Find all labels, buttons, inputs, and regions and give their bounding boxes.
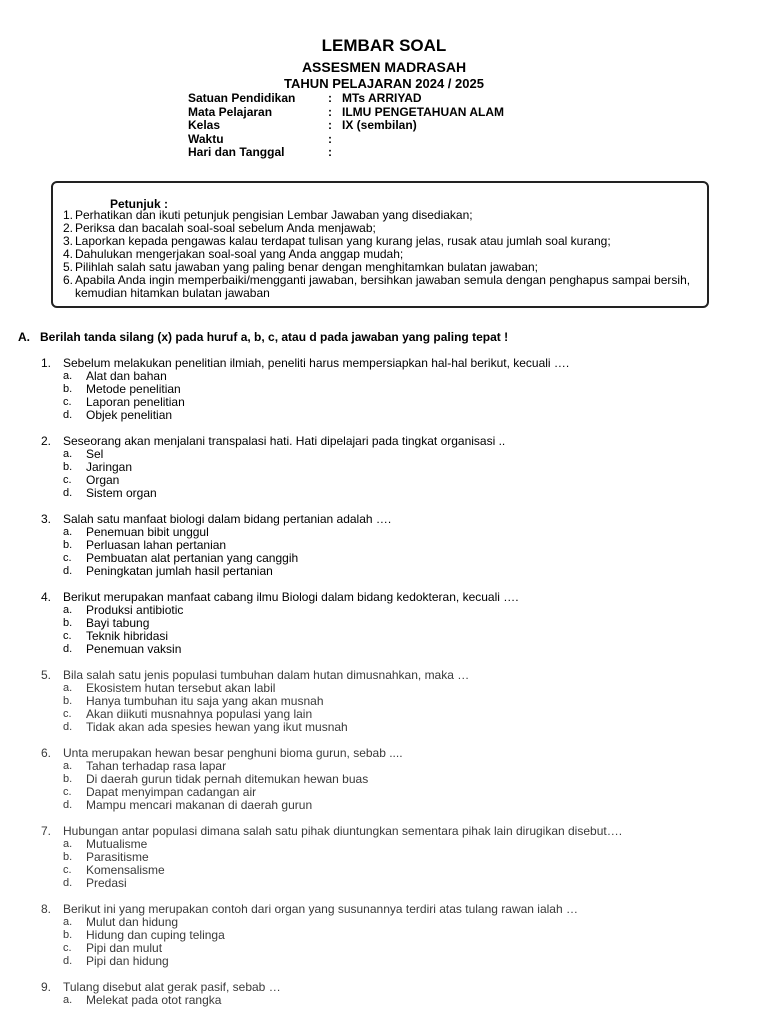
question-number: 3. <box>41 512 52 526</box>
answer-option[interactable] <box>41 487 741 500</box>
answer-option[interactable] <box>41 799 741 812</box>
option-text: Pipi dan mulut <box>86 941 163 955</box>
option-letter: b. <box>63 617 73 629</box>
question-number: 6. <box>41 746 52 760</box>
instruction-number: 3. <box>63 234 74 248</box>
section-letter: A. <box>18 330 30 344</box>
option-text: Tidak akan ada spesies hewan yang ikut musnah <box>86 720 348 734</box>
answer-option[interactable] <box>41 643 741 656</box>
option-text: Penemuan bibit unggul <box>86 525 209 539</box>
option-text: Hidung dan cuping telinga <box>86 928 225 942</box>
question-item <box>41 825 741 890</box>
option-letter: d. <box>63 721 73 733</box>
option-text: Perluasan lahan pertanian <box>86 538 227 552</box>
option-letter: d. <box>63 799 73 811</box>
question-stem <box>41 435 741 448</box>
question-number: 2. <box>41 434 52 448</box>
question-item <box>41 357 741 422</box>
question-number: 5. <box>41 668 52 682</box>
option-letter: c. <box>63 630 72 642</box>
instruction-number: 4. <box>63 247 74 261</box>
question-text: Tulang disebut alat gerak pasif, sebab … <box>63 980 281 994</box>
question-item <box>41 903 741 968</box>
answer-option[interactable] <box>41 409 741 422</box>
option-text: Parasitisme <box>86 850 149 864</box>
section-a-heading <box>18 330 508 344</box>
question-item <box>41 435 741 500</box>
option-letter: c. <box>63 942 72 954</box>
option-letter: b. <box>63 461 73 473</box>
info-label: Mata Pelajaran <box>188 104 273 119</box>
option-letter: c. <box>63 786 72 798</box>
info-label: Hari dan Tanggal <box>188 145 285 160</box>
option-text: Pipi dan hidung <box>86 954 169 968</box>
answer-option[interactable] <box>41 721 741 734</box>
option-letter: d. <box>63 643 73 655</box>
instruction-text: Laporkan kepada pengawas kalau terdapat tulisan yang kurang jelas, rusak atau jumlah soal kurang; <box>75 234 611 248</box>
question-text: Bila salah satu jenis populasi tumbuhan dalam hutan dimusnahkan, maka … <box>63 668 470 682</box>
instruction-text: Apabila Anda ingin memperbaiki/mengganti jawaban, bersihkan jawaban semula dengan penghapus sampai bersih, kemudian hitamkan bulatan jawaban <box>75 273 691 300</box>
question-number: 9. <box>41 980 52 994</box>
info-table <box>188 92 504 160</box>
instruction-text: Dahulukan mengerjakan soal-soal yang Anda anggap mudah; <box>75 247 404 261</box>
instruction-number: 2. <box>63 221 74 235</box>
option-text: Objek penelitian <box>86 408 173 422</box>
question-item <box>41 591 741 656</box>
option-letter: a. <box>63 838 73 850</box>
option-letter: d. <box>63 565 73 577</box>
instruction-item <box>63 274 703 300</box>
option-letter: d. <box>63 877 73 889</box>
instruction-text: Periksa dan bacalah soal-soal sebelum Anda menjawab; <box>75 221 376 235</box>
option-text: Penemuan vaksin <box>86 642 182 656</box>
option-text: Melekat pada otot rangka <box>86 993 222 1007</box>
info-row <box>188 119 504 133</box>
info-colon: : <box>328 118 332 133</box>
document-title: LEMBAR SOAL <box>321 36 447 55</box>
info-value: ILMU PENGETAHUAN ALAM <box>342 104 504 119</box>
option-letter: d. <box>63 955 73 967</box>
option-letter: c. <box>63 552 72 564</box>
question-number: 7. <box>41 824 52 838</box>
instruction-text: Perhatikan dan ikuti petunjuk pengisian Lembar Jawaban yang disediakan; <box>75 208 473 222</box>
option-text: Bayi tabung <box>86 616 150 630</box>
option-text: Teknik hibridasi <box>86 629 169 643</box>
answer-option[interactable] <box>41 877 741 890</box>
option-text: Peningkatan jumlah hasil pertanian <box>86 564 273 578</box>
info-colon: : <box>328 91 332 105</box>
answer-option[interactable] <box>41 565 741 578</box>
info-row <box>188 106 504 120</box>
option-letter: a. <box>63 370 73 382</box>
question-number: 1. <box>41 356 52 370</box>
question-item <box>41 669 741 734</box>
option-text: Sel <box>86 447 104 461</box>
option-letter: d. <box>63 409 73 421</box>
answer-option[interactable] <box>41 994 741 1007</box>
document-subtitle: ASSESMEN MADRASAH <box>301 59 467 75</box>
option-text: Jaringan <box>86 460 133 474</box>
instructions-box <box>51 181 709 308</box>
option-letter: d. <box>63 487 73 499</box>
question-list <box>41 357 741 1020</box>
option-letter: a. <box>63 916 73 928</box>
info-colon: : <box>328 131 332 146</box>
option-letter: a. <box>63 526 73 538</box>
instruction-text: Pilihlah salah satu jawaban yang paling benar dengan menghitamkan bulatan jawaban; <box>75 260 538 274</box>
question-number: 4. <box>41 590 52 604</box>
option-text: Pembuatan alat pertanian yang canggih <box>86 551 299 565</box>
question-item <box>41 981 741 1007</box>
option-text: Di daerah gurun tidak pernah ditemukan hewan buas <box>86 772 369 786</box>
option-letter: a. <box>63 682 73 694</box>
question-text: Sebelum melakukan penelitian ilmiah, peneliti harus mempersiapkan hal-hal berikut, kecuali …. <box>63 356 570 370</box>
option-text: Organ <box>86 473 120 487</box>
option-text: Predasi <box>86 876 127 890</box>
option-text: Komensalisme <box>86 863 165 877</box>
option-letter: b. <box>63 929 73 941</box>
option-letter: b. <box>63 773 73 785</box>
option-letter: a. <box>63 760 73 772</box>
section-instruction: Berilah tanda silang (x) pada huruf a, b, c, atau d pada jawaban yang paling tepat ! <box>40 330 509 344</box>
question-number: 8. <box>41 902 52 916</box>
info-colon: : <box>328 104 332 119</box>
info-label: Waktu <box>188 131 224 146</box>
question-item <box>41 513 741 578</box>
option-text: Metode penelitian <box>86 382 181 396</box>
option-letter: c. <box>63 396 72 408</box>
option-letter: a. <box>63 604 73 616</box>
instruction-number: 6. <box>63 273 74 287</box>
instruction-number: 5. <box>63 260 74 274</box>
question-text: Salah satu manfaat biologi dalam bidang pertanian adalah …. <box>63 512 392 526</box>
option-letter: b. <box>63 851 73 863</box>
answer-option[interactable] <box>41 461 741 474</box>
option-text: Produksi antibiotic <box>86 603 184 617</box>
question-text: Seseorang akan menjalani transpalasi hati. Hati dipelajari pada tingkat organisasi .. <box>63 434 506 448</box>
info-row <box>188 92 504 106</box>
option-text: Mutualisme <box>86 837 148 851</box>
question-text: Hubungan antar populasi dimana salah satu pihak diuntungkan sementara pihak lain dirugikan disebut…. <box>63 824 623 838</box>
academic-year: TAHUN PELAJARAN 2024 / 2025 <box>284 76 484 91</box>
info-colon: : <box>328 145 332 160</box>
option-letter: b. <box>63 539 73 551</box>
info-label: Kelas <box>188 118 221 133</box>
option-letter: c. <box>63 474 72 486</box>
info-row <box>188 146 504 160</box>
option-text: Sistem organ <box>86 486 157 500</box>
instructions-list <box>63 209 703 300</box>
option-text: Tahan terhadap rasa lapar <box>86 759 227 773</box>
option-letter: b. <box>63 383 73 395</box>
info-row <box>188 133 504 147</box>
info-value: IX (sembilan) <box>342 118 417 133</box>
option-text: Mulut dan hidung <box>86 915 179 929</box>
option-text: Akan diikuti musnahnya populasi yang lain <box>86 707 313 721</box>
option-text: Ekosistem hutan tersebut akan labil <box>86 681 276 695</box>
instructions-title: Petunjuk : <box>110 197 169 211</box>
option-text: Laporan penelitian <box>86 395 185 409</box>
option-text: Mampu mencari makanan di daerah gurun <box>86 798 313 812</box>
option-letter: c. <box>63 864 72 876</box>
info-value: MTs ARRIYAD <box>342 91 422 105</box>
answer-option[interactable] <box>41 448 741 461</box>
info-label: Satuan Pendidikan <box>188 91 296 105</box>
option-text: Alat dan bahan <box>86 369 167 383</box>
option-text: Hanya tumbuhan itu saja yang akan musnah <box>86 694 324 708</box>
question-text: Unta merupakan hewan besar penghuni bioma gurun, sebab .... <box>63 746 403 760</box>
option-letter: a. <box>63 448 73 460</box>
answer-option[interactable] <box>41 955 741 968</box>
instruction-number: 1. <box>63 208 74 222</box>
option-letter: b. <box>63 695 73 707</box>
question-text: Berikut ini yang merupakan contoh dari organ yang susunannya terdiri atas tulang rawan ialah … <box>63 902 578 916</box>
option-text: Dapat menyimpan cadangan air <box>86 785 257 799</box>
question-text: Berikut merupakan manfaat cabang ilmu Biologi dalam bidang kedokteran, kecuali …. <box>63 590 519 604</box>
option-letter: a. <box>63 994 73 1006</box>
option-letter: c. <box>63 708 72 720</box>
answer-option[interactable] <box>41 864 741 877</box>
question-item <box>41 747 741 812</box>
